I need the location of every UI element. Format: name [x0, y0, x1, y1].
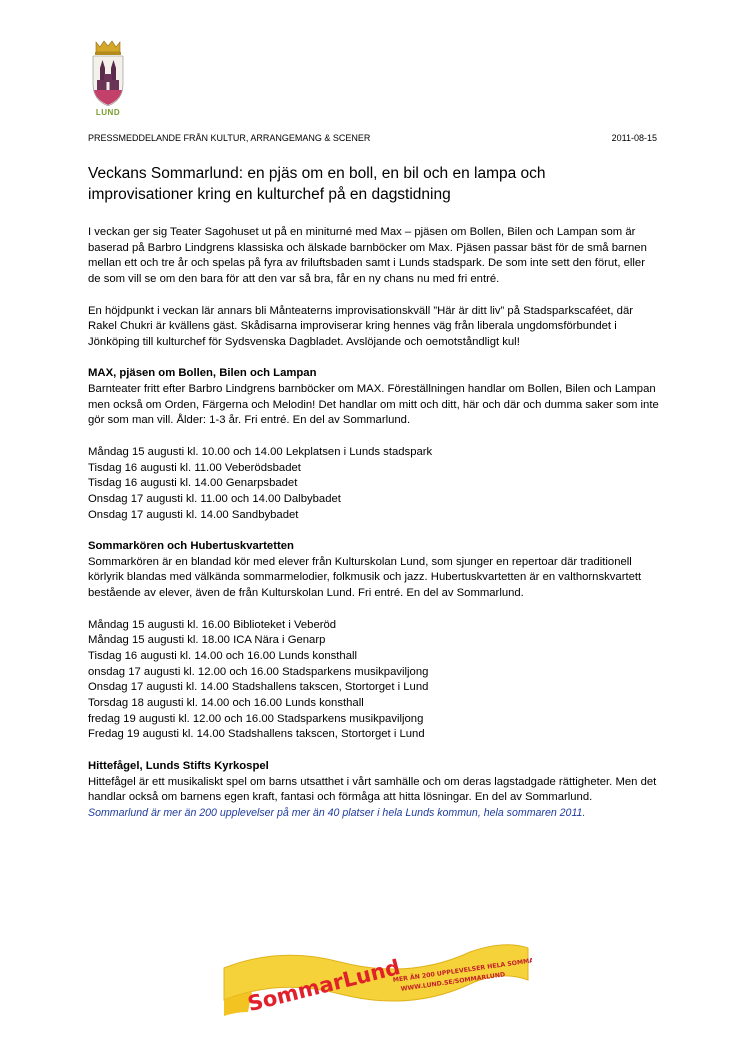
schedule-item: Torsdag 18 augusti kl. 14.00 och 16.00 Lunds konsthall [88, 697, 364, 710]
section-text: Sommarkören är en blandad kör med elever från Kulturskolan Lund, som sjunger en repertoar där traditionell körlyrik blandas med välkända sommarmelodier, folkmusik och jazz. Hubertuskvartetten är en valthornskvartett bestående av elever, även de från Kulturskolan Lund. Fri entré. En del av Sommarlund. [88, 555, 642, 600]
schedule-item: fredag 19 augusti kl. 12.00 och 16.00 Stadsparkens musikpaviljong [88, 712, 424, 725]
section-text: Barnteater fritt efter Barbro Lindgrens barnböcker om MAX. Föreställningen handlar om Bollen, Bilen och Lampan men också om Orden, Färgerna och Melodin! Det handlar om mitt och ditt, här och där och dumma saker som inte gör som man vill. Ålder: 1-3 år. Fri entré. En del av Sommarlund. [88, 383, 659, 427]
schedule-item: Måndag 15 augusti kl. 10.00 och 14.00 Lekplatsen i Lunds stadspark [88, 445, 433, 458]
sommarlund-logo-text: SommarLund [245, 955, 403, 1017]
event-schedule [88, 618, 660, 744]
department-label: PRESSMEDDELANDE FRÅN KULTUR, ARRANGEMANG & SCENER [88, 133, 371, 143]
sommarlund-banner-graphic [220, 938, 532, 1018]
release-date: 2011-08-15 [611, 133, 657, 143]
schedule-item: Måndag 15 augusti kl. 16.00 Biblioteket i Veberöd [88, 618, 337, 631]
intro-paragraph: En höjdpunkt i veckan lär annars bli Månteaterns improvisationskväll ”Här är ditt liv” på Stadsparkscaféet, där Rakel Chukri är kvällens gäst. Skådisarna improviserar kring hennes väg från liberala ungdomsförbundet i Jönköping till kulturchef för Sydsvenska Dagbladet. Avslöjande och oemotståndligt kul! [88, 304, 634, 348]
schedule-item: Onsdag 17 augusti kl. 14.00 Stadshallens takscen, Stortorget i Lund [88, 681, 429, 694]
footer-note: Sommarlund är mer än 200 upplevelser på mer än 40 platser i hela Lunds kommun, hela sommaren 2011. [88, 806, 586, 819]
section-heading: Hittefågel, Lunds Stifts Kyrkospel [88, 759, 269, 772]
press-release-body [88, 225, 660, 837]
schedule-item: Fredag 19 augusti kl. 14.00 Stadshallens takscen, Stortorget i Lund [88, 728, 425, 741]
schedule-item: Onsdag 17 augusti kl. 14.00 Sandbybadet [88, 508, 299, 521]
section-text: Hittefågel är ett musikaliskt spel om barns utsatthet i vårt samhälle och om deras lagstadgade rättigheter. Men det handlar också om barnens egen kraft, fantasi och förmåga att hitta lösningar. En del av Sommarlund. [88, 775, 657, 804]
schedule-item: Tisdag 16 augusti kl. 11.00 Veberödsbadet [88, 461, 301, 474]
coat-of-arms-icon [87, 40, 129, 108]
schedule-item: Onsdag 17 augusti kl. 11.00 och 14.00 Dalbybadet [88, 492, 341, 505]
lund-coat-of-arms-logo [87, 40, 129, 120]
banner-url: WWW.LUND.SE/SOMMARLUND [400, 971, 506, 993]
section-heading: MAX, pjäsen om Bollen, Bilen och Lampan [88, 367, 317, 380]
sommarlund-banner [220, 938, 532, 1018]
event-schedule [88, 445, 660, 524]
schedule-item: Tisdag 16 augusti kl. 14.00 och 16.00 Lunds konsthall [88, 649, 358, 662]
intro-paragraph: I veckan ger sig Teater Sagohuset ut på en miniturné med Max – pjäsen om Bollen, Bilen och Lampan som är baserad på Barbro Lindgrens klassiska och älskade barnböcker om Max. Pjäsen passar bäst för de små barnen mellan ett och tre år och spelas på fyra av friluftsbaden samt i Lunds stadspark. De som inte sett den förut, eller de som vill se om den bara för att den var så bra, får en ny chans nu med fri entré. [88, 226, 647, 286]
press-release-header [88, 133, 657, 143]
schedule-item: Måndag 15 augusti kl. 18.00 ICA Nära i Genarp [88, 634, 326, 647]
page-title: Veckans Sommarlund: en pjäs om en boll, en bil och en lampa och improvisationer kring en kulturchef på en dagstidning [88, 165, 546, 203]
section-heading: Sommarkören och Hubertuskvartetten [88, 540, 294, 552]
logo-wordmark: LUND [95, 108, 121, 117]
schedule-item: onsdag 17 augusti kl. 12.00 och 16.00 Stadsparkens musikpaviljong [88, 665, 429, 678]
schedule-item: Tisdag 16 augusti kl. 14.00 Genarpsbadet [88, 477, 298, 490]
banner-tagline: MER ÄN 200 UPPLEVELSER HELA SOMMAREN [392, 955, 532, 985]
